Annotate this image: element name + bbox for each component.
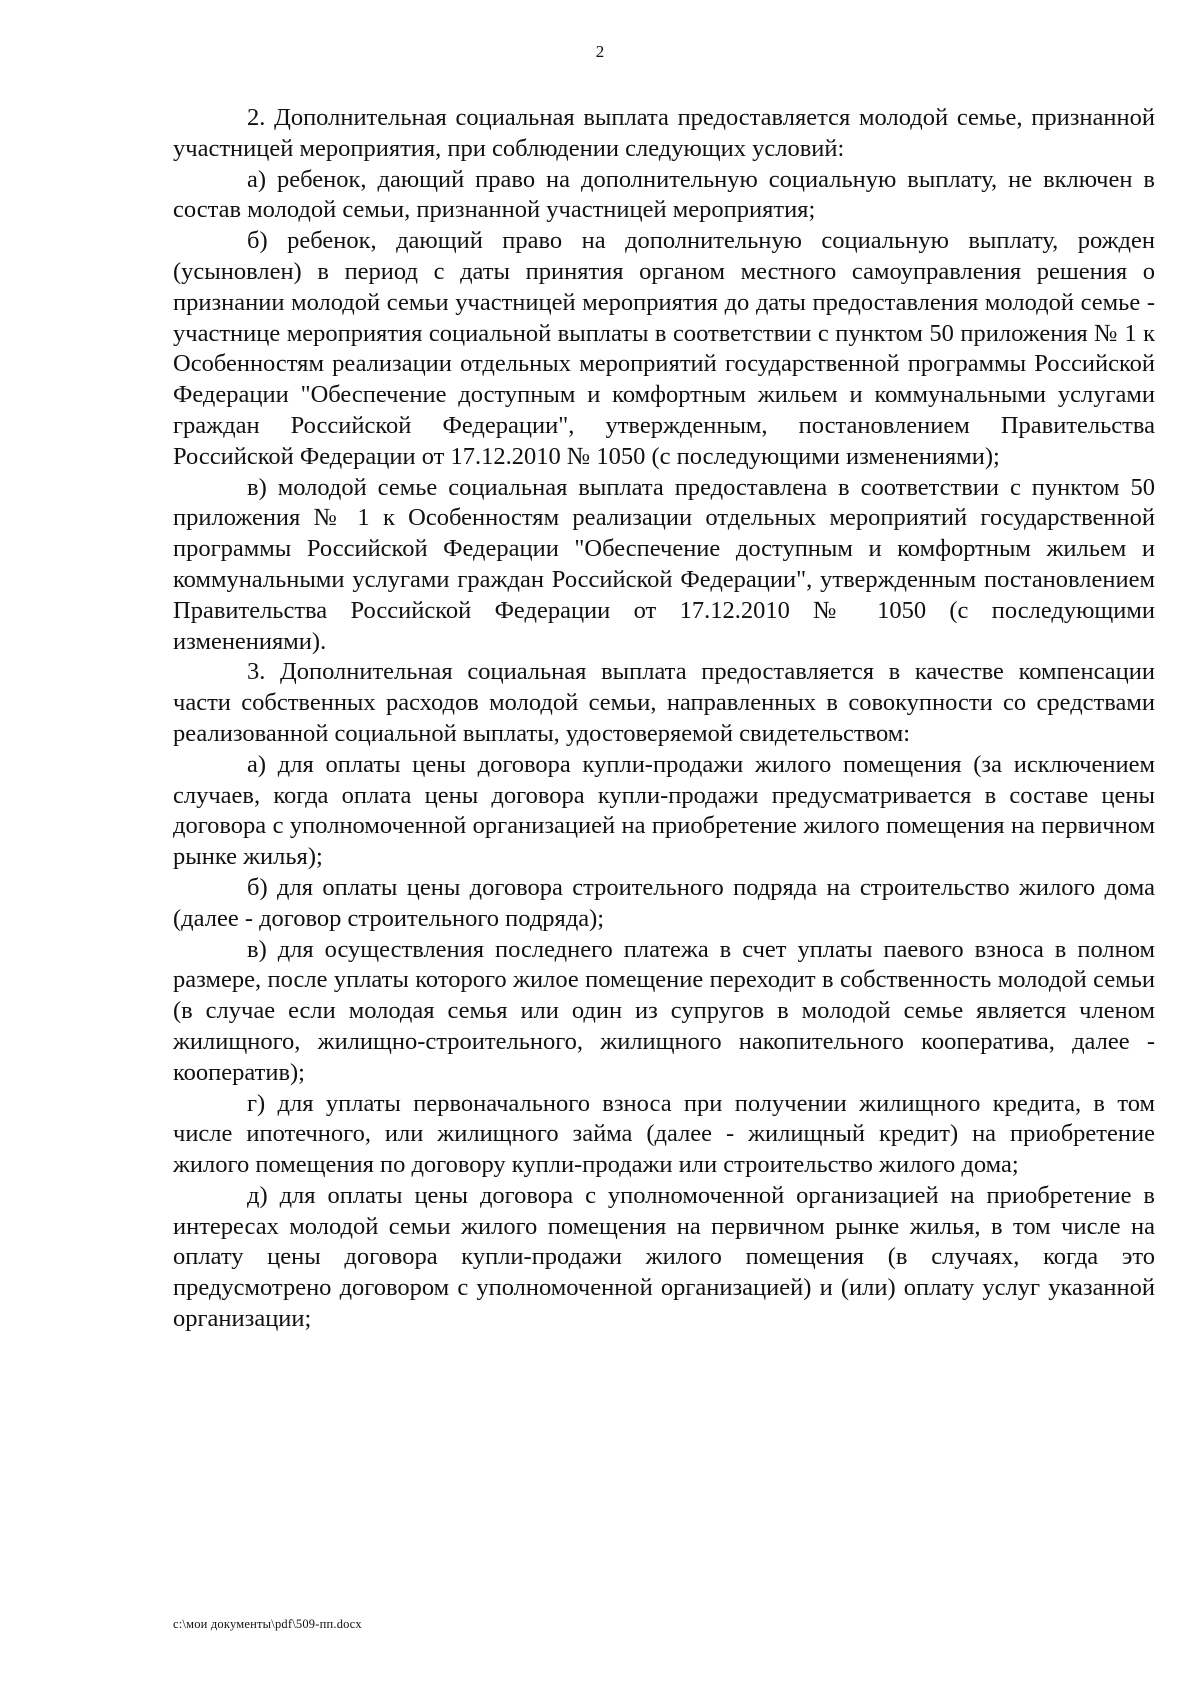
paragraph-3-d: д) для оплаты цены договора с уполномоченной организацией на приобретение в интересах молодой семьи жилого помещения на первичном рынке жилья, в том числе на оплату цены договора купли-продажи жилого помещения (в случаях, когда это предусмотрено договором с уполномоченной организацией) и (или) оплату услуг указанной организации; bbox=[173, 1181, 1155, 1333]
document-body bbox=[173, 103, 1155, 1335]
paragraph-2: 2. Дополнительная социальная выплата предоставляется молодой семье, признанной участницей мероприятия, при соблюдении следующих условий: bbox=[173, 104, 1155, 162]
paragraph-2-b: б) ребенок, дающий право на дополнительную социальную выплату, рожден (усыновлен) в период с даты принятия органом местного самоуправления решения о признании молодой семьи участницей мероприятия до даты предоставления молодой семье - участнице мероприятия социальной выплаты в соответствии с пунктом 50 приложения № 1 к Особенностям реализации отдельных мероприятий государственной программы Российской Федерации "Обеспечение доступным и комфортным жильем и коммунальными услугами граждан Российской Федерации", утвержденным, постановлением Правительства Российской Федерации от 17.12.2010 № 1050 (с последующими изменениями); bbox=[173, 227, 1155, 470]
footer-file-path: c:\мои документы\pdf\509-пп.docx bbox=[173, 1617, 362, 1631]
paragraph-2-v: в) молодой семье социальная выплата предоставлена в соответствии с пунктом 50 приложения № 1 к Особенностям реализации отдельных мероприятий государственной программы Российской Федерации "Обеспечение доступным и комфортным жильем и коммунальными услугами граждан Российской Федерации", утвержденным постановлением Правительства Российской Федерации от 17.12.2010 № 1050 (с последующими изменениями). bbox=[173, 473, 1155, 655]
paragraph-3-v: в) для осуществления последнего платежа в счет уплаты паевого взноса в полном размере, после уплаты которого жилое помещение переходит в собственность молодой семьи (в случае если молодая семья или один из супругов в молодой семье является членом жилищного, жилищно-строительного, жилищного накопительного кооператива, далее - кооператив); bbox=[173, 935, 1155, 1086]
paragraph-3-g: г) для уплаты первоначального взноса при получении жилищного кредита, в том числе ипотечного, или жилищного займа (далее - жилищный кредит) на приобретение жилого помещения по договору купли-продажи или строительство жилого дома; bbox=[173, 1089, 1155, 1179]
page-number: 2 bbox=[595, 42, 605, 61]
paragraph-3: 3. Дополнительная социальная выплата предоставляется в качестве компенсации части собственных расходов молодой семьи, направленных в совокупности со средствами реализованной социальной выплаты, удостоверяемой свидетельством: bbox=[173, 658, 1155, 747]
paragraph-2-a: а) ребенок, дающий право на дополнительную социальную выплату, не включен в состав молодой семьи, признанной участницей мероприятия; bbox=[173, 165, 1155, 224]
paragraph-3-a: а) для оплаты цены договора купли-продажи жилого помещения (за исключением случаев, когда оплата цены договора купли-продажи предусматривается в составе цены договора с уполномоченной организацией на приобретение жилого помещения на первичном рынке жилья); bbox=[173, 750, 1155, 871]
paragraph-3-b: б) для оплаты цены договора строительного подряда на строительство жилого дома (далее - договор строительного подряда); bbox=[173, 873, 1155, 932]
